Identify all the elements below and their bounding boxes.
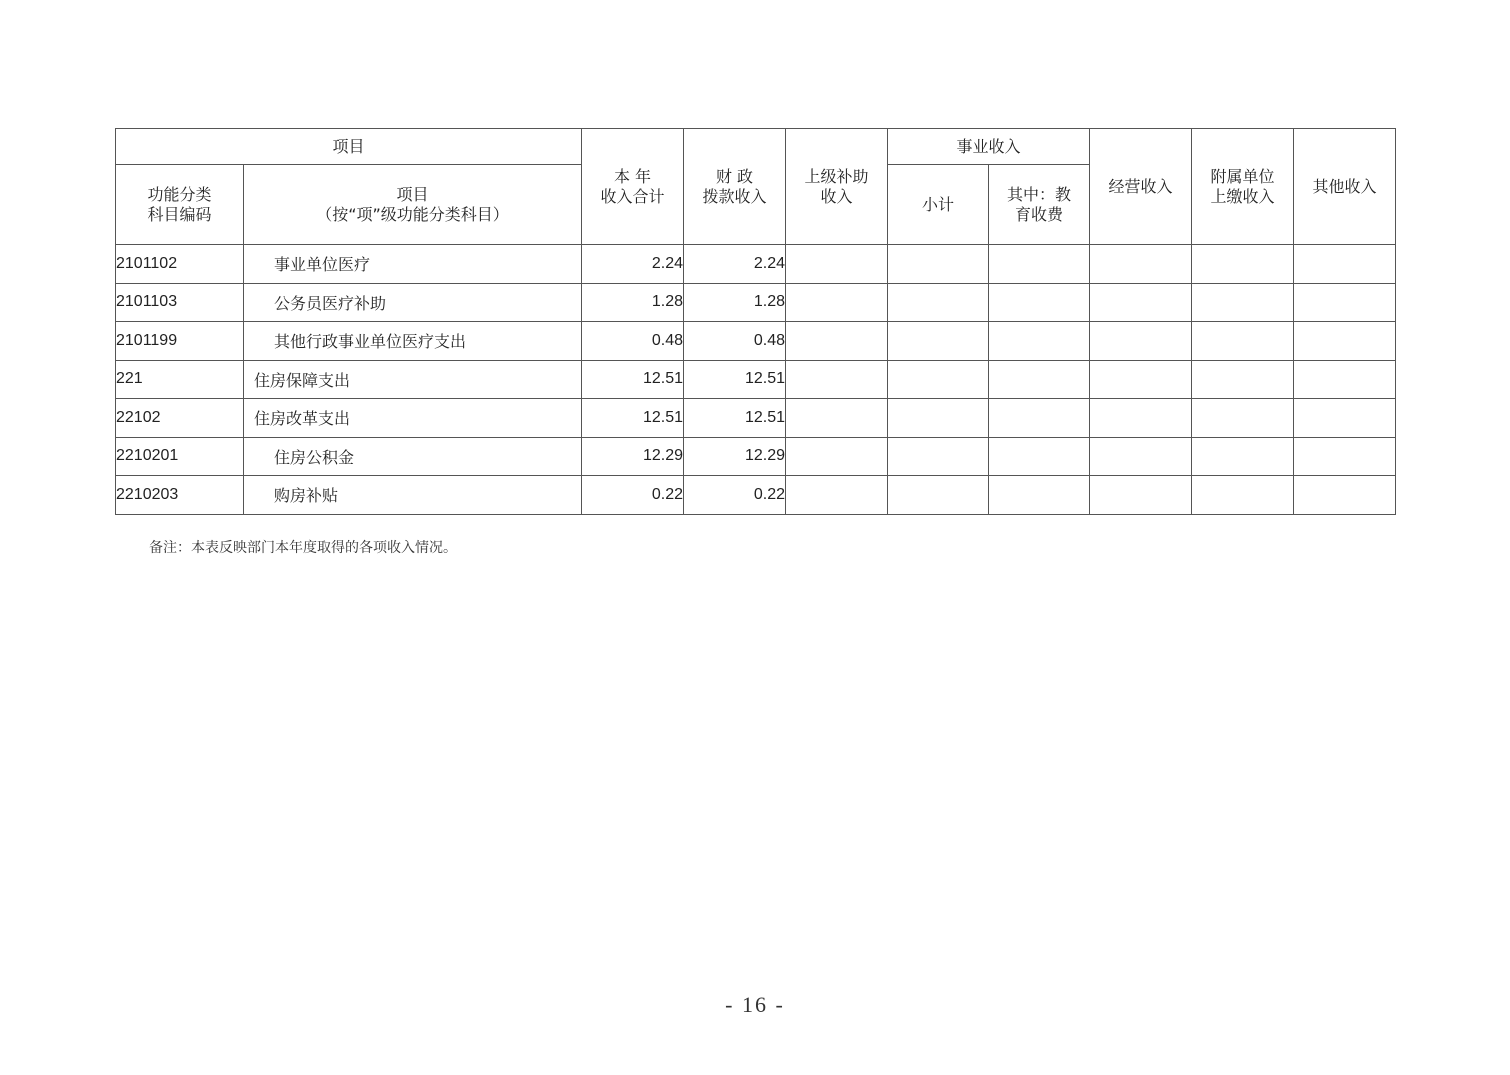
table-row: [116, 245, 1396, 284]
row-fiscal: 0.22: [684, 476, 786, 515]
row-code: 221: [116, 360, 244, 399]
row-affiliated: [1192, 245, 1294, 284]
table-note: 备注：本表反映部门本年度取得的各项收入情况。: [149, 540, 457, 556]
row-other: [1294, 399, 1396, 438]
header-code-line2: 科目编码: [147, 204, 212, 224]
row-superior: [786, 283, 888, 322]
row-superior: [786, 437, 888, 476]
row-code: 22102: [116, 399, 244, 438]
row-superior: [786, 245, 888, 284]
row-name: 事业单位医疗: [244, 245, 582, 284]
row-total: 1.28: [582, 283, 684, 322]
header-superior-line2: 收入: [820, 186, 853, 206]
row-superior: [786, 399, 888, 438]
row-affiliated: [1192, 360, 1294, 399]
header-affiliated-line1: 附属单位: [1210, 166, 1275, 186]
table-row: [116, 322, 1396, 361]
header-total-line2: 收入合计: [600, 186, 665, 206]
row-fiscal: 0.48: [684, 322, 786, 361]
row-total: 0.48: [582, 322, 684, 361]
row-business-edu: [989, 360, 1090, 399]
row-fiscal: 12.51: [684, 360, 786, 399]
row-total: 12.29: [582, 437, 684, 476]
header-total: [582, 129, 684, 245]
row-operating: [1090, 399, 1192, 438]
table-row: [116, 399, 1396, 438]
row-name: 其他行政事业单位医疗支出: [244, 322, 582, 361]
row-other: [1294, 360, 1396, 399]
row-code: 2101199: [116, 322, 244, 361]
row-total: 0.22: [582, 476, 684, 515]
header-code: [116, 165, 244, 245]
row-code: 2210203: [116, 476, 244, 515]
table-row: [116, 360, 1396, 399]
row-name: 购房补贴: [244, 476, 582, 515]
row-fiscal: 1.28: [684, 283, 786, 322]
row-total: 12.51: [582, 360, 684, 399]
row-business-edu: [989, 283, 1090, 322]
row-operating: [1090, 322, 1192, 361]
row-other: [1294, 437, 1396, 476]
table-row: [116, 437, 1396, 476]
row-fiscal: 12.29: [684, 437, 786, 476]
row-affiliated: [1192, 283, 1294, 322]
row-business-subtotal: [888, 437, 989, 476]
header-superior-line1: 上级补助: [804, 166, 869, 186]
row-business-subtotal: [888, 245, 989, 284]
header-total-line1: 本 年: [613, 166, 652, 186]
header-item-group: 项目: [116, 129, 582, 165]
row-affiliated: [1192, 322, 1294, 361]
row-fiscal: 12.51: [684, 399, 786, 438]
row-superior: [786, 360, 888, 399]
row-business-subtotal: [888, 360, 989, 399]
row-business-subtotal: [888, 322, 989, 361]
header-business-edu: [989, 165, 1090, 245]
row-business-edu: [989, 437, 1090, 476]
row-business-subtotal: [888, 476, 989, 515]
table-row: [116, 476, 1396, 515]
row-operating: [1090, 476, 1192, 515]
row-business-edu: [989, 399, 1090, 438]
header-operating: 经营收入: [1090, 129, 1192, 245]
row-business-edu: [989, 322, 1090, 361]
header-fiscal-line2: 拨款收入: [702, 186, 767, 206]
row-operating: [1090, 245, 1192, 284]
row-total: 2.24: [582, 245, 684, 284]
row-operating: [1090, 437, 1192, 476]
row-affiliated: [1192, 437, 1294, 476]
row-business-edu: [989, 245, 1090, 284]
row-other: [1294, 476, 1396, 515]
row-superior: [786, 322, 888, 361]
header-other: 其他收入: [1294, 129, 1396, 245]
header-business-group: 事业收入: [888, 129, 1090, 165]
header-superior: [786, 129, 888, 245]
row-operating: [1090, 283, 1192, 322]
row-business-subtotal: [888, 399, 989, 438]
row-name: 公务员医疗补助: [244, 283, 582, 322]
income-table: [115, 128, 1396, 515]
header-business-edu-line1: 其中：教: [1007, 184, 1072, 204]
header-name: [244, 165, 582, 245]
row-total: 12.51: [582, 399, 684, 438]
row-business-edu: [989, 476, 1090, 515]
row-other: [1294, 322, 1396, 361]
row-code: 2101102: [116, 245, 244, 284]
header-code-line1: 功能分类: [147, 184, 212, 204]
header-business-subtotal: 小计: [888, 165, 989, 245]
header-affiliated: [1192, 129, 1294, 245]
row-other: [1294, 283, 1396, 322]
header-business-edu-line2: 育收费: [1015, 204, 1064, 224]
header-name-line1: 项目: [396, 184, 429, 204]
row-code: 2210201: [116, 437, 244, 476]
row-operating: [1090, 360, 1192, 399]
row-affiliated: [1192, 399, 1294, 438]
header-affiliated-line2: 上缴收入: [1210, 186, 1275, 206]
header-fiscal: [684, 129, 786, 245]
header-name-line2: （按“项”级功能分类科目）: [316, 204, 509, 224]
row-business-subtotal: [888, 283, 989, 322]
row-affiliated: [1192, 476, 1294, 515]
page-number: - 16 -: [725, 992, 785, 1017]
table-row: [116, 283, 1396, 322]
row-fiscal: 2.24: [684, 245, 786, 284]
row-other: [1294, 245, 1396, 284]
row-name: 住房改革支出: [244, 399, 582, 438]
row-name: 住房公积金: [244, 437, 582, 476]
header-fiscal-line1: 财 政: [715, 166, 754, 186]
row-superior: [786, 476, 888, 515]
row-name: 住房保障支出: [244, 360, 582, 399]
row-code: 2101103: [116, 283, 244, 322]
